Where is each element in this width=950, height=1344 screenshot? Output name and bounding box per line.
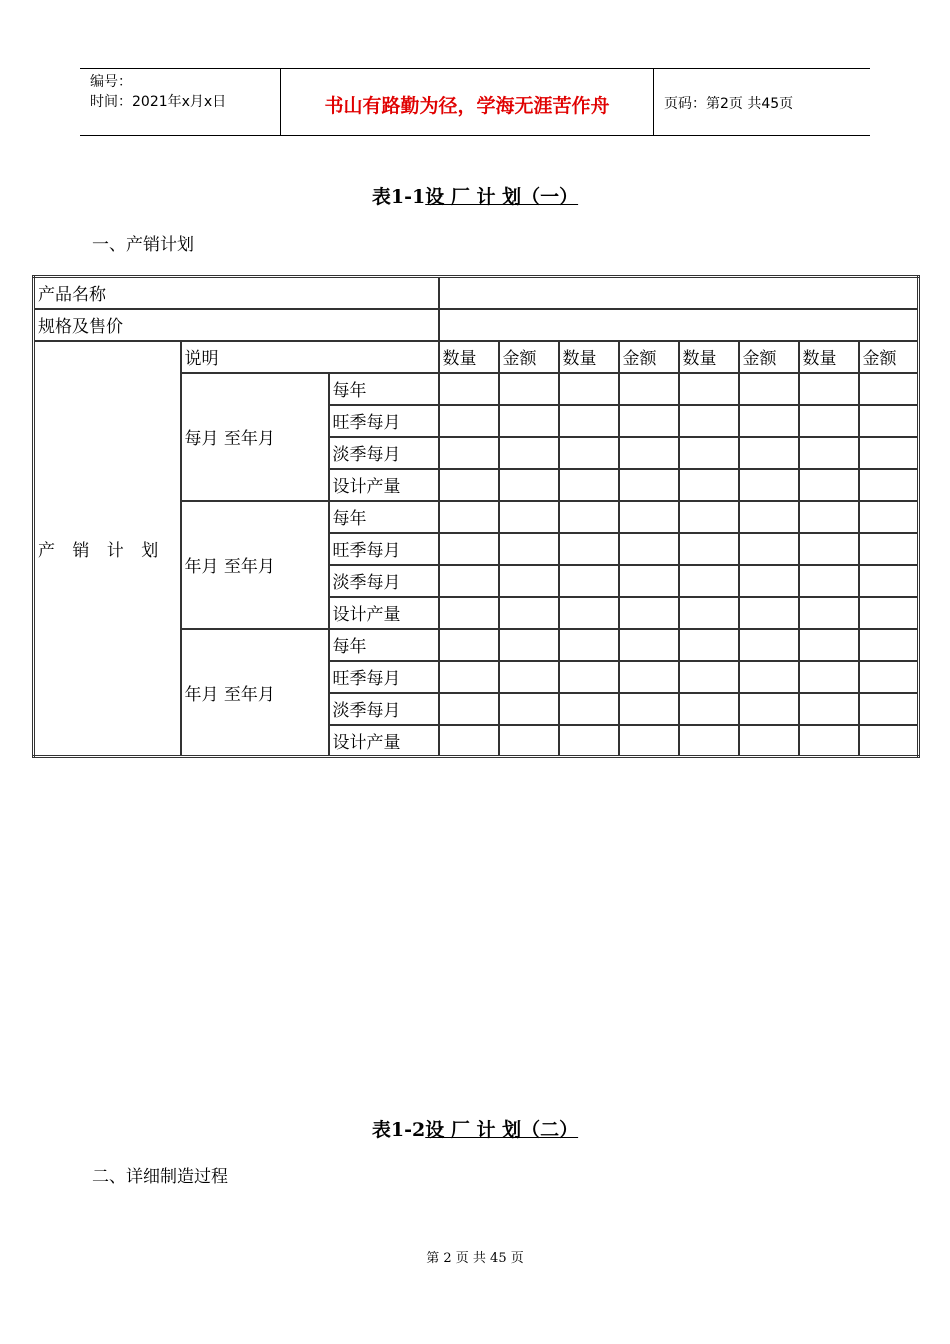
table-cell (619, 629, 679, 661)
table-cell (559, 597, 619, 629)
table2-title (0, 1115, 950, 1142)
table-cell (859, 597, 919, 629)
table-cell (739, 437, 799, 469)
table-cell (799, 437, 859, 469)
section-2-heading: 二、详细制造过程 (92, 1167, 228, 1187)
table-cell (739, 565, 799, 597)
sub-row-label: 设计产量 (329, 725, 439, 757)
table-cell (559, 373, 619, 405)
table-cell (739, 405, 799, 437)
section-1-heading: 一、产销计划 (92, 235, 194, 255)
table-cell (619, 469, 679, 501)
table-cell (739, 533, 799, 565)
table-cell (859, 629, 919, 661)
table-cell (679, 597, 739, 629)
table-cell (799, 373, 859, 405)
spec-price-value (439, 309, 919, 341)
sub-row-label: 淡季每月 (329, 437, 439, 469)
table-cell (499, 437, 559, 469)
table-cell (439, 437, 499, 469)
table-cell (619, 693, 679, 725)
amount-header: 金额 (499, 341, 559, 373)
table-cell (439, 533, 499, 565)
page-footer: 第 2 页 共 45 页 (426, 1251, 524, 1266)
table-cell (499, 661, 559, 693)
table-cell (619, 373, 679, 405)
page-info: 页码：第2页 共45页 (664, 96, 794, 112)
sub-row-label: 每年 (329, 629, 439, 661)
table-row (34, 277, 919, 309)
table-cell (799, 597, 859, 629)
table-row (34, 309, 919, 341)
amount-header: 金额 (619, 341, 679, 373)
table1-title-prefix: 表1-1 (371, 186, 426, 208)
table-cell (499, 725, 559, 757)
sub-row-label: 旺季每月 (329, 661, 439, 693)
table-cell (499, 533, 559, 565)
sub-row-label: 旺季每月 (329, 533, 439, 565)
production-sales-table (32, 275, 920, 758)
amount-header: 金额 (859, 341, 919, 373)
table-cell (739, 661, 799, 693)
table-cell (559, 437, 619, 469)
table-cell (799, 565, 859, 597)
table-cell (439, 597, 499, 629)
table-cell (619, 661, 679, 693)
table-cell (499, 597, 559, 629)
table-cell (559, 405, 619, 437)
table1-title-main: 设 厂 计 划（一） (425, 186, 579, 208)
sub-row-label: 设计产量 (329, 597, 439, 629)
table-cell (859, 405, 919, 437)
table-cell (739, 629, 799, 661)
table-cell (859, 469, 919, 501)
table-cell (679, 629, 739, 661)
sub-row-label: 每年 (329, 501, 439, 533)
table-cell (679, 693, 739, 725)
table-cell (799, 405, 859, 437)
sub-row-label: 每年 (329, 373, 439, 405)
table2-title-main: 设 厂 计 划（二） (425, 1119, 579, 1141)
table-cell (679, 725, 739, 757)
table-cell (559, 533, 619, 565)
table-cell (679, 533, 739, 565)
table-cell (619, 405, 679, 437)
table-cell (679, 437, 739, 469)
table-cell (439, 501, 499, 533)
table-cell (559, 629, 619, 661)
table-cell (739, 597, 799, 629)
sub-row-label: 旺季每月 (329, 405, 439, 437)
table-cell (799, 661, 859, 693)
table-cell (559, 501, 619, 533)
table-row (34, 341, 919, 373)
table-cell (559, 565, 619, 597)
sub-row-label: 淡季每月 (329, 565, 439, 597)
page-header (80, 68, 870, 136)
table-cell (499, 469, 559, 501)
table-cell (499, 373, 559, 405)
product-name-value (439, 277, 919, 309)
table-cell (859, 501, 919, 533)
table-cell (499, 693, 559, 725)
table-cell (679, 501, 739, 533)
table-cell (859, 565, 919, 597)
table-cell (439, 629, 499, 661)
table-cell (439, 405, 499, 437)
table-cell (439, 693, 499, 725)
table-cell (619, 533, 679, 565)
qty-header: 数量 (559, 341, 619, 373)
period-label: 年月 至年月 (181, 501, 329, 629)
table-cell (619, 565, 679, 597)
table-cell (739, 373, 799, 405)
table-cell (859, 661, 919, 693)
table-cell (439, 565, 499, 597)
table-cell (559, 661, 619, 693)
table-cell (679, 661, 739, 693)
table-cell (619, 725, 679, 757)
table1-title (0, 182, 950, 209)
sub-row-label: 设计产量 (329, 469, 439, 501)
table-cell (859, 693, 919, 725)
table-cell (499, 629, 559, 661)
table-cell (739, 469, 799, 501)
qty-header: 数量 (679, 341, 739, 373)
table-cell (499, 565, 559, 597)
desc-header: 说明 (181, 341, 439, 373)
table-cell (859, 437, 919, 469)
table-cell (679, 565, 739, 597)
table-cell (799, 533, 859, 565)
qty-header: 数量 (799, 341, 859, 373)
table-cell (619, 501, 679, 533)
table-cell (739, 725, 799, 757)
table-cell (799, 693, 859, 725)
period-label: 年月 至年月 (181, 629, 329, 757)
table-cell (499, 501, 559, 533)
amount-header: 金额 (739, 341, 799, 373)
product-name-label: 产品名称 (34, 277, 439, 309)
table-cell (859, 373, 919, 405)
table-cell (679, 405, 739, 437)
side-label: 产 销 计 划 (34, 341, 181, 757)
table-cell (799, 501, 859, 533)
header-left (80, 69, 281, 135)
table-cell (439, 373, 499, 405)
table-cell (799, 629, 859, 661)
period-label: 每月 至年月 (181, 373, 329, 501)
table-cell (739, 693, 799, 725)
table-cell (439, 469, 499, 501)
table-cell (679, 469, 739, 501)
table-cell (439, 725, 499, 757)
table-cell (739, 501, 799, 533)
table-cell (499, 405, 559, 437)
qty-header: 数量 (439, 341, 499, 373)
spec-price-label: 规格及售价 (34, 309, 439, 341)
motto: 书山有路勤为径，学海无涯苦作舟 (281, 69, 654, 135)
table-cell (679, 373, 739, 405)
table-cell (559, 693, 619, 725)
table2-title-prefix: 表1-2 (371, 1119, 426, 1141)
number-label: 编号： (90, 74, 132, 90)
table-cell (439, 661, 499, 693)
table-cell (859, 725, 919, 757)
table-cell (559, 725, 619, 757)
table-cell (799, 725, 859, 757)
table-cell (619, 597, 679, 629)
table-cell (619, 437, 679, 469)
time-label: 时间：2021年x月x日 (90, 94, 227, 110)
table-cell (799, 469, 859, 501)
sub-row-label: 淡季每月 (329, 693, 439, 725)
table-cell (859, 533, 919, 565)
table-cell (559, 469, 619, 501)
